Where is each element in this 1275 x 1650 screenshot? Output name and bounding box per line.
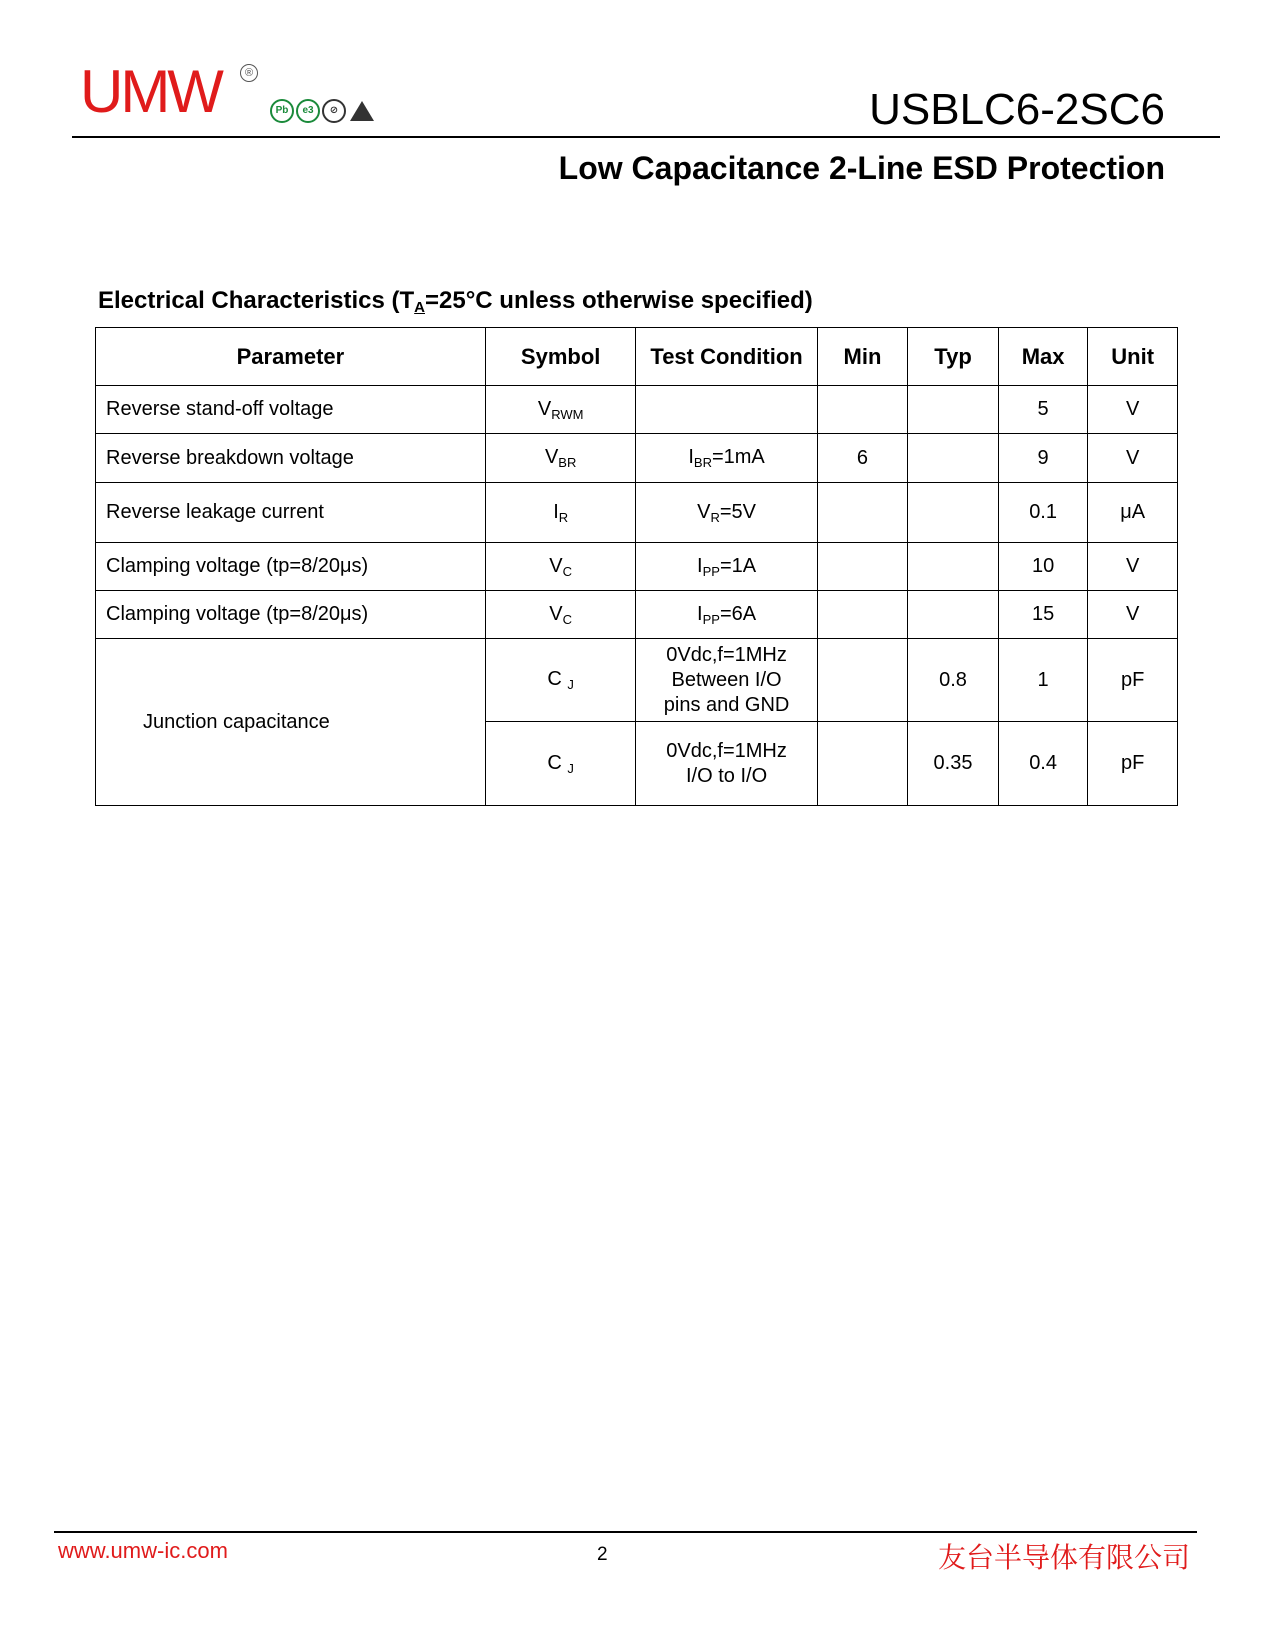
header-test-condition: Test Condition <box>636 328 817 386</box>
unit-cell: V <box>1088 434 1178 483</box>
doc-title: Low Capacitance 2-Line ESD Protection <box>558 150 1165 186</box>
part-number: USBLC6-2SC6 <box>869 85 1165 134</box>
typ-cell <box>908 591 999 639</box>
symbol-cell: C $_J$ <box>485 639 636 722</box>
typ-cell <box>908 483 999 543</box>
section-title: Electrical Characteristics ($T_A=25^\circ C$ unless otherwise specified) <box>98 287 813 316</box>
page-number: 2 <box>597 1544 608 1565</box>
condition-cell: $I_{BR}=1mA$ <box>636 434 817 483</box>
esd-triangle-icon <box>350 101 374 121</box>
typ-cell <box>908 543 999 591</box>
header-min: Min <box>817 328 908 386</box>
condition-cell: 0Vdc,f=1MHz I/O to I/O <box>636 722 817 806</box>
condition-cell: $I_{PP}=1A$ <box>636 543 817 591</box>
e3-icon: e3 <box>296 99 320 123</box>
header-unit: Unit <box>1088 328 1178 386</box>
header-typ: Typ <box>908 328 999 386</box>
condition-cell: 0Vdc,f=1MHz Between I/O pins and GND <box>636 639 817 722</box>
table-row <box>96 483 1178 543</box>
max-cell: 5 <box>998 386 1088 434</box>
header-rule <box>72 136 1220 138</box>
max-cell: 10 <box>998 543 1088 591</box>
pb-free-icon: Pb <box>270 99 294 123</box>
symbol-cell: $V_{RWM}$ <box>485 386 636 434</box>
footer-website-link[interactable]: www.umw-ic.com <box>58 1538 228 1563</box>
unit-cell: V <box>1088 591 1178 639</box>
min-cell <box>817 386 908 434</box>
typ-cell <box>908 386 999 434</box>
umw-logo: UMW <box>80 58 221 125</box>
max-cell: 15 <box>998 591 1088 639</box>
max-cell: 0.1 <box>998 483 1088 543</box>
condition-cell: $V_R=5V$ <box>636 483 817 543</box>
min-cell <box>817 543 908 591</box>
param-cell: Reverse leakage current <box>96 483 486 543</box>
unit-cell: μA <box>1088 483 1178 543</box>
table-row <box>96 591 1178 639</box>
min-cell: 6 <box>817 434 908 483</box>
unit-cell: V <box>1088 543 1178 591</box>
symbol-cell: $V_C$ <box>485 543 636 591</box>
registered-mark: ® <box>240 64 258 82</box>
param-cell: Clamping voltage (tp=8/20μs) <box>96 543 486 591</box>
param-cell: Clamping voltage (tp=8/20μs) <box>96 591 486 639</box>
max-cell: 0.4 <box>998 722 1088 806</box>
typ-cell: 0.8 <box>908 639 999 722</box>
certification-icons <box>270 98 374 124</box>
unit-cell: V <box>1088 386 1178 434</box>
symbol-cell: $I_R$ <box>485 483 636 543</box>
min-cell <box>817 483 908 543</box>
max-cell: 1 <box>998 639 1088 722</box>
symbol-cell: $V_{BR}$ <box>485 434 636 483</box>
min-cell <box>817 591 908 639</box>
footer-rule <box>54 1531 1197 1533</box>
junction-capacitance-cell: Junction capacitance <box>96 639 486 806</box>
header-parameter: Parameter <box>96 328 486 386</box>
unit-cell: pF <box>1088 722 1178 806</box>
table-header-row <box>96 328 1178 386</box>
table-row <box>96 386 1178 434</box>
condition-cell: $I_{PP}=6A$ <box>636 591 817 639</box>
rohs-icon: ⊘ <box>322 99 346 123</box>
table-row <box>96 434 1178 483</box>
min-cell <box>817 639 908 722</box>
table-row <box>96 639 1178 722</box>
param-cell: Reverse stand-off voltage <box>96 386 486 434</box>
symbol-cell: $V_C$ <box>485 591 636 639</box>
condition-cell <box>636 386 817 434</box>
unit-cell: pF <box>1088 639 1178 722</box>
typ-cell <box>908 434 999 483</box>
header-symbol: Symbol <box>485 328 636 386</box>
param-cell: Reverse breakdown voltage <box>96 434 486 483</box>
table-row <box>96 543 1178 591</box>
electrical-characteristics-table <box>95 327 1178 806</box>
header-max: Max <box>998 328 1088 386</box>
min-cell <box>817 722 908 806</box>
symbol-cell: C $_J$ <box>485 722 636 806</box>
max-cell: 9 <box>998 434 1088 483</box>
typ-cell: 0.35 <box>908 722 999 806</box>
company-name: 友台半导体有限公司 <box>937 1541 1190 1574</box>
